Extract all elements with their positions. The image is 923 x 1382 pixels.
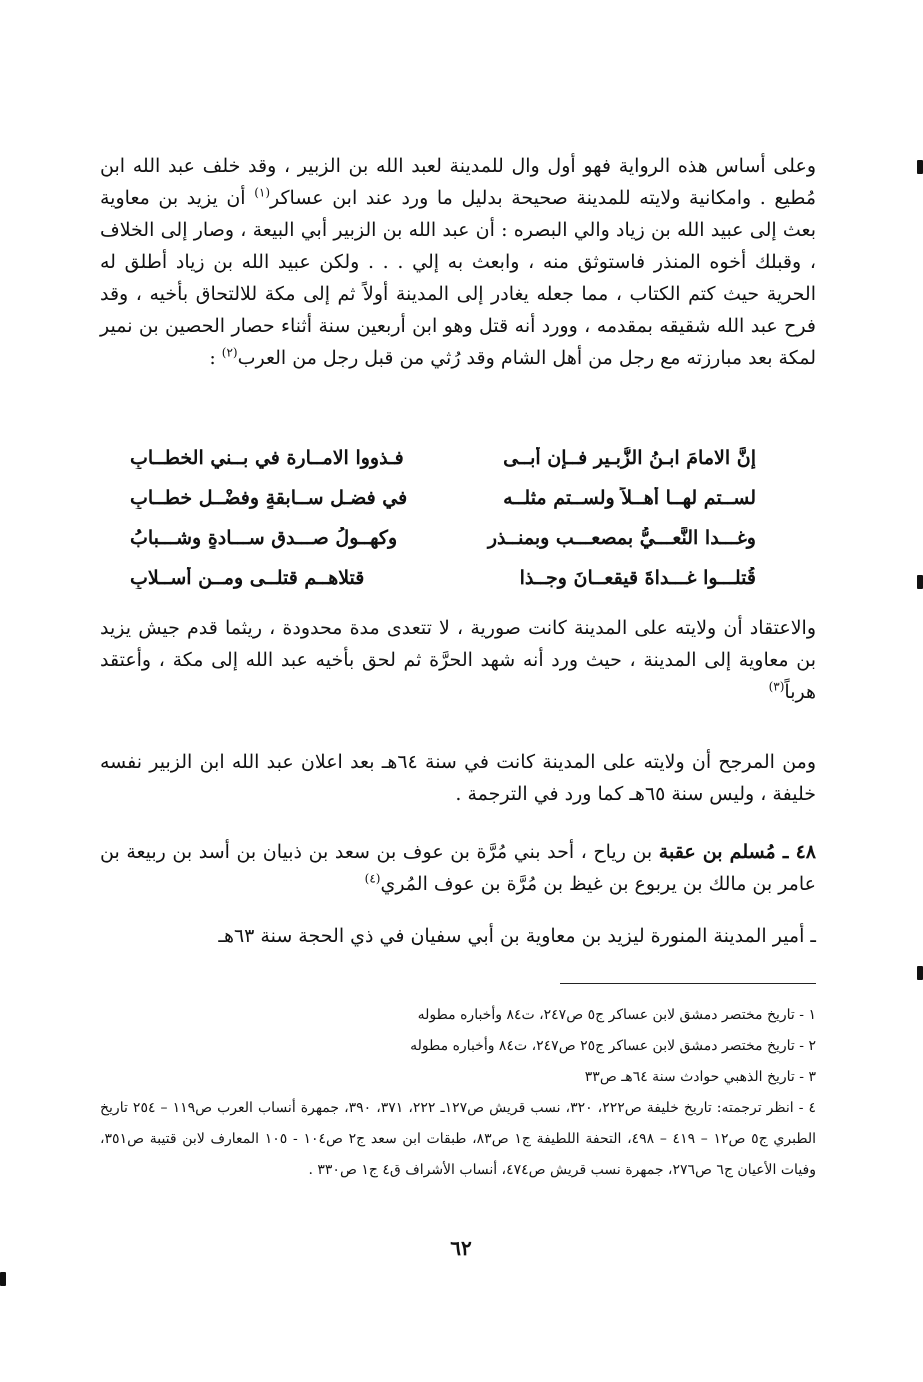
paragraph-text: ـ أمير المدينة المنورة ليزيد بن معاوية بن أبي سفيان في ذي الحجة سنة ٦٣هـ: [218, 925, 816, 947]
verse-first-hemistich: إنَّ الامامَ ابـنُ الزُّبـير فــإن أبــى: [503, 447, 756, 469]
verse-second-hemistich: في فضـل ســابقةٍ وفضْــل خطــابِ: [130, 487, 408, 509]
paragraph-5: [100, 920, 816, 952]
footnotes: [100, 1000, 816, 1186]
footnote-3: ٣ - تاريخ الذهبي حوادث سنة ٦٤هـ ص٣٣: [584, 1069, 816, 1085]
verse-line: [130, 558, 756, 598]
footnote-divider: [560, 983, 816, 984]
footnote-ref-2: (٢): [221, 345, 238, 360]
paragraph-text: والاعتقاد أن ولايته على المدينة كانت صورية ، لا تتعدى مدة محدودة ، ريثما قدم جيش يزيد بن معاوية إلى المدينة ، حيث ورد أنه شهد الحرَّة ثم لحق بأخيه عبد الله إلى مكة ، وأعتقد هرباً: [100, 617, 816, 703]
paragraph-3: [100, 746, 816, 810]
footnote-4: ٤ - انظر ترجمته: تاريخ خليفة ص٢٢٢، ٣٢٠، نسب قريش ص١٢٧ـ ٢٢٢، ٣٧١، ٣٩٠، جمهرة أنساب العرب ص١١٩ – ٢٥٤ تاريخ الطبري ج٥ ص١٢ – ٤١٩ – ٤٩٨، التحفة اللطيفة ج١ ص٨٣، طبقات ابن سعد ج٢ ص١٠٤ - ١٠٥ المعارف لابن قتيبة ص٣٥١، وفيات الأعيان ج٦ ص٢٧٦، جمهرة نسب قريش ص٤٧٤، أنساب الأشراف ق٤ ج١ ص٣٣٠ .: [100, 1100, 817, 1178]
scan-edge-mark: [917, 160, 923, 174]
verse-first-hemistich: قُتلـــوا غـــداةَ قيقعــانَ وجــذا: [519, 567, 756, 589]
paragraph-2: [100, 612, 816, 708]
footnote-ref-3: (٣): [768, 679, 785, 694]
paragraph-1: [100, 150, 816, 374]
verse-second-hemistich: قتلاهــم قتلــى ومــن أســلابِ: [130, 567, 365, 589]
verse-line: [130, 438, 756, 478]
entry-number: ٤٨ ـ: [775, 841, 817, 863]
paragraph-text: أن يزيد بن معاوية بعث إلى عبيد الله بن زياد والي البصره : أن عبد الله بن الزبير أبي البيعة ، وصار إلى الخلاف ، وقبلك أخوه المنذر فاستوثق منه ، وابعث به إلي . . . ولكن عبيد الله بن زياد أطلق له الحرية حيث كتم الكتاب ، مما جعله يغادر إلى المدينة أولاً ثم إلى مكة للالتحاق بأخيه ، وقد فرح عبد الله شقيقه بمقدمه ، وورد أنه قتل وهو ابن أربعين سنة أثناء حصار الحصين بن نمير لمكة بعد مبارزته مع رجل من أهل الشام وقد رُثي من قبل رجل من العرب: [100, 187, 816, 369]
entry-text: بن رياح ، أحد بني مُرَّة بن عوف بن سعد بن ذبيان بن أسد بن ربيعة بن عامر بن مالك بن يربوع بن غيظ بن مُرَّة بن عوف المُري: [100, 841, 816, 895]
scan-edge-mark: [0, 1272, 6, 1286]
scan-edge-mark: [917, 575, 923, 589]
verse-second-hemistich: فـذووا الامــارة في بــني الخطــابِ: [130, 447, 404, 469]
verse-first-hemistich: وغـــدا النَّعـــيُّ بمصعـــب وبمنــذر: [487, 527, 756, 549]
biography-entry: [100, 836, 816, 900]
footnote-2: ٢ - تاريخ مختصر دمشق لابن عساكر ج٢٥ ص٢٤٧، ت٨٤ وأخباره مطوله: [410, 1038, 816, 1054]
verse-line: [130, 478, 756, 518]
paragraph-text: :: [209, 347, 222, 369]
page-number: ٦٢: [450, 1236, 472, 1260]
footnote-1: ١ - تاريخ مختصر دمشق لابن عساكر ج٥ ص٢٤٧، ت٨٤ وأخباره مطوله: [417, 1007, 816, 1023]
paragraph-text: وعلى أساس هذه الرواية فهو أول وال للمدينة لعبد الله بن الزبير ، وقد خلف عبد الله ابن مُطيع . وامكانية ولايته للمدينة صحيحة بدليل ما ورد عند ابن عساكر: [100, 155, 816, 209]
poem: [130, 438, 756, 598]
scan-edge-mark: [917, 966, 923, 980]
verse-first-hemistich: لســتم لهــا أهــلاً ولســتم مثلــه: [503, 487, 756, 509]
entry-name: مُسلم بن عقبة: [658, 841, 776, 863]
paragraph-text: ومن المرجح أن ولايته على المدينة كانت في سنة ٦٤هـ بعد اعلان عبد الله ابن الزبير نفسه خليفة ، وليس سنة ٦٥هـ كما ورد في الترجمة .: [100, 751, 817, 805]
footnote-ref-1: (١): [254, 185, 271, 200]
footnote-ref-4: (٤): [364, 871, 381, 886]
verse-second-hemistich: وكهــولُ صـــدق ســـادةٍ وشـــبابُ: [130, 527, 398, 549]
verse-line: [130, 518, 756, 558]
